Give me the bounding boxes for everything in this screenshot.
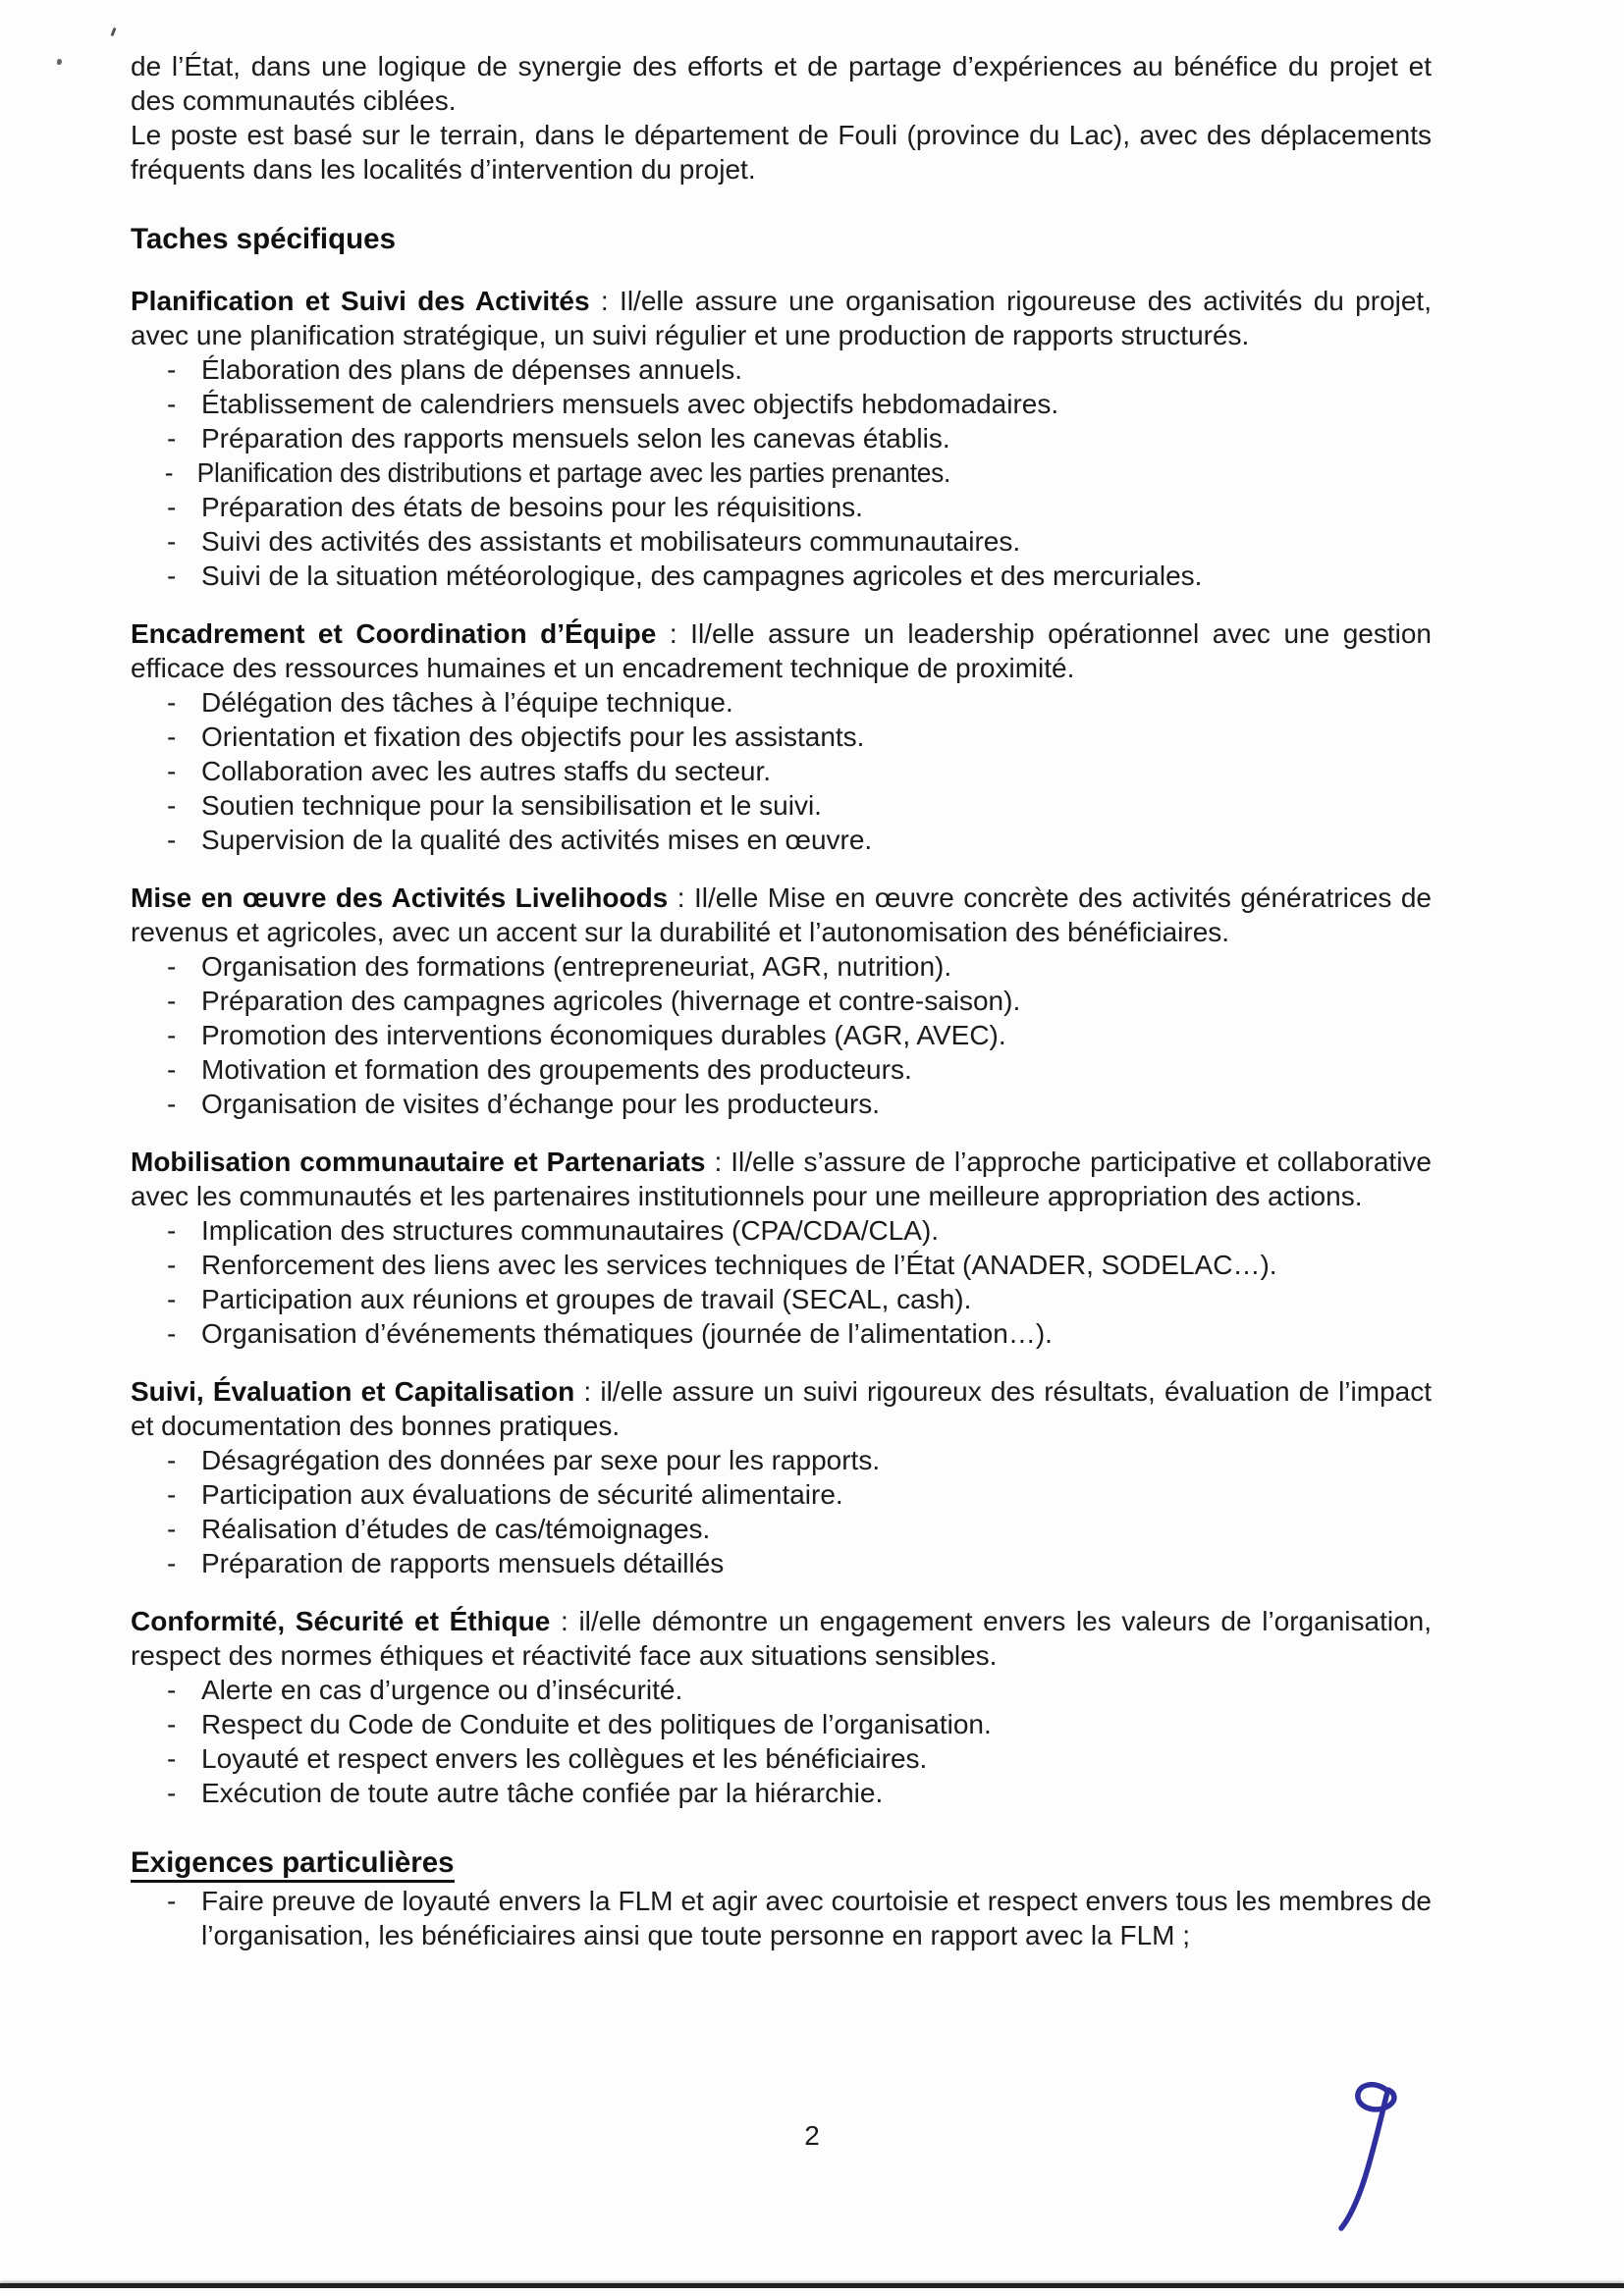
bullet-item: - Organisation d’événements thématiques (journée de l’alimentation…). [131, 1316, 1432, 1351]
section-title: Suivi, Évaluation et Capitalisation [131, 1376, 575, 1407]
section-paragraph [131, 1374, 1432, 1443]
bullet-list [131, 685, 1432, 857]
bullet-item: - Préparation des rapports mensuels selon les canevas établis. [131, 421, 1432, 455]
bullet-item: - Promotion des interventions économiques durables (AGR, AVEC). [131, 1018, 1432, 1052]
page-content [131, 49, 1432, 1952]
bullet-item: - Faire preuve de loyauté envers la FLM et agir avec courtoisie et respect envers tous les membres de l’organisation, les bénéficiaires ainsi que toute personne en rapport avec la FLM ; [131, 1884, 1432, 1952]
bullet-item: - Organisation de visites d’échange pour les producteurs. [131, 1087, 1432, 1121]
bullet-item: - Préparation des états de besoins pour les réquisitions. [131, 490, 1432, 524]
bullet-item: - Établissement de calendriers mensuels avec objectifs hebdomadaires. [131, 387, 1432, 421]
section-desc: : il/elle assure un suivi rigoureux des résultats, évaluation de l’impact et documentation des bonnes pratiques. [131, 1376, 1432, 1441]
bullet-list [131, 1443, 1432, 1580]
section-mise-en-oeuvre-livelihoods [131, 881, 1432, 1121]
section-suivi-evaluation [131, 1374, 1432, 1580]
section-paragraph [131, 881, 1432, 949]
section-paragraph [131, 616, 1432, 685]
bullet-item: - Orientation et fixation des objectifs pour les assistants. [131, 720, 1432, 754]
bullet-item: - Soutien technique pour la sensibilisation et le suivi. [131, 788, 1432, 823]
scan-speck [57, 59, 62, 65]
section-paragraph [131, 1604, 1432, 1673]
bullet-item: - Participation aux évaluations de sécurité alimentaire. [131, 1477, 1432, 1512]
exigences-heading-text: Exigences particulières [131, 1846, 455, 1883]
bullet-item: - Alerte en cas d’urgence ou d’insécurité. [131, 1673, 1432, 1707]
bullet-item: - Loyauté et respect envers les collègues et les bénéficiaires. [131, 1741, 1432, 1776]
section-encadrement-coordination [131, 616, 1432, 857]
section-title: Planification et Suivi des Activités [131, 286, 590, 316]
exigences-heading [131, 1845, 1432, 1880]
bullet-item: - Suivi de la situation météorologique, des campagnes agricoles et des mercuriales. [131, 559, 1432, 593]
section-desc: : Il/elle s’assure de l’approche participative et collaborative avec les communautés et les partenaires institutionnels pour une meilleure appropriation des actions. [131, 1147, 1432, 1211]
bullet-item: - Organisation des formations (entrepreneuriat, AGR, nutrition). [131, 949, 1432, 984]
bullet-list [131, 1673, 1432, 1810]
bullet-item: - Collaboration avec les autres staffs du secteur. [131, 754, 1432, 788]
bullet-list [131, 1213, 1432, 1351]
section-desc: : Il/elle assure une organisation rigoureuse des activités du projet, avec une planification stratégique, un suivi régulier et une production de rapports structurés. [131, 286, 1432, 350]
scan-speck [110, 27, 116, 36]
section-title: Conformité, Sécurité et Éthique [131, 1606, 551, 1636]
bullet-list [131, 1884, 1432, 1952]
bullet-item: - Exécution de toute autre tâche confiée par la hiérarchie. [131, 1776, 1432, 1810]
section-paragraph [131, 1145, 1432, 1213]
bullet-item: - Supervision de la qualité des activités mises en œuvre. [131, 823, 1432, 857]
bullet-list [131, 352, 1432, 593]
section-desc: : il/elle démontre un engagement envers les valeurs de l’organisation, respect des normes éthiques et réactivité face aux situations sensibles. [131, 1606, 1432, 1671]
bullet-list [131, 949, 1432, 1121]
scan-edge-line [0, 2283, 1624, 2288]
section-paragraph [131, 284, 1432, 352]
bullet-item: - Planification des distributions et partage avec les parties prenantes. [131, 455, 1354, 490]
section-title: Mobilisation communautaire et Partenariats [131, 1147, 706, 1177]
bullet-item: - Renforcement des liens avec les services techniques de l’État (ANADER, SODELAC…). [131, 1248, 1432, 1282]
tasks-heading: Taches spécifiques [131, 223, 396, 255]
bullet-item: - Désagrégation des données par sexe pour les rapports. [131, 1443, 1432, 1477]
section-planification-suivi [131, 284, 1432, 593]
signature-ink [1306, 2069, 1424, 2236]
bullet-item: - Respect du Code de Conduite et des politiques de l’organisation. [131, 1707, 1432, 1741]
section-conformite-securite-ethique [131, 1604, 1432, 1810]
bullet-item: - Préparation des campagnes agricoles (hivernage et contre-saison). [131, 984, 1432, 1018]
section-desc: : Il/elle assure un leadership opérationnel avec une gestion efficace des ressources humaines et un encadrement technique de proximité. [131, 618, 1432, 683]
section-mobilisation-partenariats [131, 1145, 1432, 1351]
bullet-item: - Préparation de rapports mensuels détaillés [131, 1546, 1432, 1580]
intro-paragraph-1: de l’État, dans une logique de synergie des efforts et de partage d’expériences au bénéfice du projet et des communautés ciblées. [131, 51, 1432, 116]
section-title: Mise en œuvre des Activités Livelihoods [131, 882, 669, 913]
bullet-item: - Suivi des activités des assistants et mobilisateurs communautaires. [131, 524, 1432, 559]
bullet-item: - Motivation et formation des groupements des producteurs. [131, 1052, 1432, 1087]
signature-stroke [1341, 2085, 1394, 2228]
section-desc: : Il/elle Mise en œuvre concrète des activités génératrices de revenus et agricoles, avec un accent sur la durabilité et l’autonomisation des bénéficiaires. [131, 882, 1432, 947]
bullet-item: - Élaboration des plans de dépenses annuels. [131, 352, 1432, 387]
bullet-item: - Réalisation d’études de cas/témoignages. [131, 1512, 1432, 1546]
page-number: 2 [804, 2120, 820, 2151]
intro-paragraph-2: Le poste est basé sur le terrain, dans le département de Fouli (province du Lac), avec des déplacements fréquents dans les localités d’intervention du projet. [131, 120, 1432, 185]
bullet-item: - Implication des structures communautaires (CPA/CDA/CLA). [131, 1213, 1432, 1248]
bullet-item: - Délégation des tâches à l’équipe technique. [131, 685, 1432, 720]
bullet-item: - Participation aux réunions et groupes de travail (SECAL, cash). [131, 1282, 1432, 1316]
section-title: Encadrement et Coordination d’Équipe [131, 618, 657, 649]
